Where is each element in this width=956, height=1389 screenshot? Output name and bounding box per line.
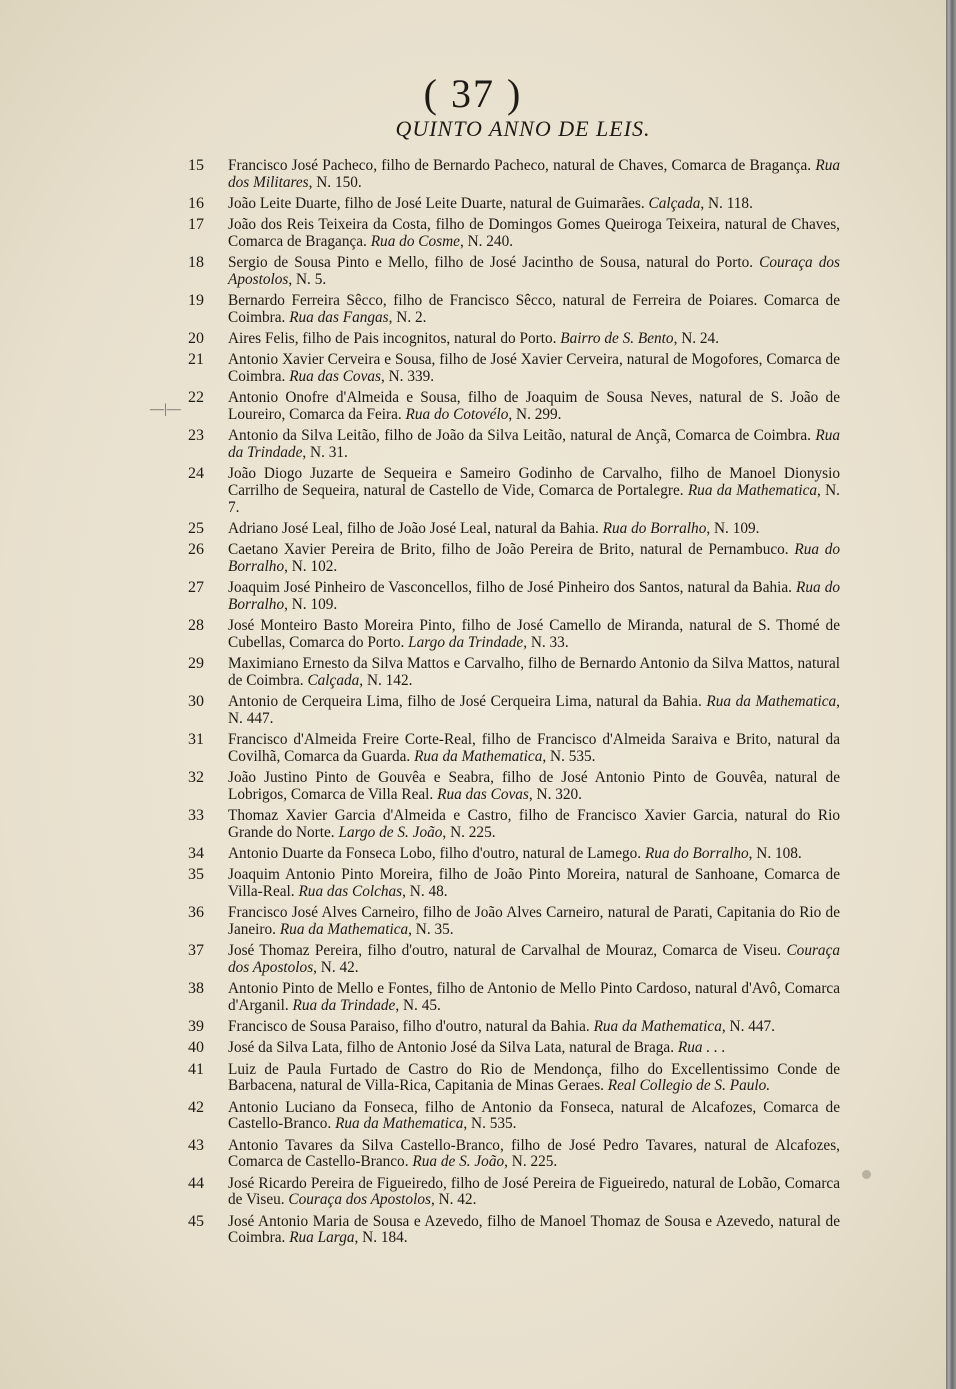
- entry-text: Antonio Xavier Cerveira e Sousa, filho de José Xavier Cerveira, natural de Mogofores, Comarca de Coimbra.: [228, 351, 840, 386]
- entry-text: Antonio Pinto de Mello e Fontes, filho de Antonio de Mello Pinto Cardoso, natural d'Avô, Comarca d'Arganil.: [228, 980, 840, 1015]
- entry-house-number: , N. 320.: [528, 785, 583, 803]
- entry-address: Couraça dos Apostolos: [288, 1191, 431, 1209]
- entry-house-number: , N. 447.: [721, 1018, 775, 1036]
- entry-house-number: , N. 184.: [354, 1229, 408, 1247]
- entry-text: Thomaz Xavier Garcia d'Almeida e Castro, filho de Francisco Xavier Garcia, natural do Rio Grande do Norte.: [228, 807, 840, 841]
- list-item: [188, 867, 840, 901]
- entry-text: Francisco de Sousa Paraiso, filho d'outro, natural da Bahia.: [228, 1018, 590, 1036]
- entry-number: 28: [188, 617, 204, 635]
- entry-text: Francisco d'Almeida Freire Corte-Real, filho de Francisco d'Almeida Saraiva e Brito, natural da Covilhã, Comarca da Guarda.: [228, 731, 840, 765]
- entry-house-number: , N. 24.: [673, 330, 720, 348]
- entry-text: José Monteiro Basto Moreira Pinto, filho de José Camello de Miranda, natural de S. Thomé de Cubellas, Comarca do Porto.: [228, 617, 840, 651]
- entry-number: 18: [188, 254, 204, 272]
- entry-house-number: , N. 447.: [228, 693, 840, 727]
- entry-address: Rua da Mathematica: [593, 1018, 722, 1036]
- entry-text: Antonio Tavares da Silva Castello-Branco, filho de José Pedro Tavares, natural de Alcafozes, Comarca de Castello-Branco.: [228, 1136, 840, 1171]
- entry-house-number: , N. 42.: [430, 1191, 477, 1209]
- entry-house-number: , N. 2.: [388, 308, 427, 326]
- entry-address: Rua da Mathematica: [279, 921, 409, 939]
- list-item: [188, 808, 840, 842]
- entry-address: Real Collegio de S. Paulo.: [607, 1077, 771, 1095]
- entry-address: Rua Larga: [289, 1229, 355, 1247]
- entry-number: 40: [188, 1039, 204, 1057]
- entry-number: 29: [188, 655, 204, 673]
- entry-address: Calçada: [648, 194, 701, 212]
- entry-text: Sergio de Sousa Pinto e Mello, filho de José Jacintho de Sousa, natural do Porto.: [228, 254, 754, 272]
- list-item: [188, 1176, 840, 1210]
- entry-text: Antonio Duarte da Fonseca Lobo, filho d'outro, natural de Lamego.: [228, 845, 642, 863]
- entry-number: 30: [188, 693, 204, 711]
- entry-text: João Leite Duarte, filho de José Leite Duarte, natural de Guimarães.: [228, 194, 645, 212]
- entry-number: 16: [188, 194, 204, 212]
- list-item: [188, 1214, 840, 1248]
- entry-number: 21: [188, 351, 204, 369]
- list-item: [188, 466, 840, 516]
- entry-address: Calçada: [307, 671, 360, 689]
- entry-house-number: , N. 33.: [523, 634, 569, 651]
- entry-text: José da Silva Lata, filho de Antonio José da Silva Lata, natural de Braga.: [228, 1039, 675, 1057]
- entry-number: 38: [188, 980, 204, 998]
- entry-text: Antonio Luciano da Fonseca, filho de Antonio da Fonseca, natural de Alcafozes, Comarca de Castello-Branco.: [228, 1098, 840, 1133]
- list-item: [188, 732, 840, 766]
- entry-text: Antonio da Silva Leitão, filho de João da Silva Leitão, natural de Ançã, Comarca de Coimbra.: [228, 427, 812, 445]
- entry-house-number: , N. 150.: [308, 173, 362, 191]
- entry-house-number: , N. 45.: [395, 997, 441, 1015]
- entry-house-number: , N. 535.: [542, 747, 596, 765]
- list-item: [188, 694, 840, 728]
- page-number: ( 37 ): [423, 71, 523, 116]
- entry-house-number: , N. 118.: [700, 194, 753, 212]
- section-title: QUINTO ANNO DE LEIS.: [395, 116, 651, 141]
- entry-house-number: , N. 109.: [706, 520, 760, 538]
- list-item: [188, 390, 840, 424]
- entry-number: 26: [188, 541, 204, 559]
- entry-address: Rua dos Militares: [228, 157, 841, 191]
- entry-text: José Ricardo Pereira de Figueiredo, filho de José Pereira de Figueiredo, natural de Lobão, Comarca de Viseu.: [228, 1174, 840, 1209]
- entry-number: 39: [188, 1018, 204, 1036]
- entry-number: 23: [188, 427, 204, 445]
- list-item: [188, 428, 840, 462]
- entry-house-number: , N. 225.: [442, 823, 496, 841]
- entry-house-number: , N. 102.: [284, 558, 338, 576]
- entry-number: 20: [188, 330, 204, 348]
- entry-address: Rua do Borralho: [602, 520, 707, 538]
- list-item: [188, 196, 840, 213]
- entry-text: Antonio Onofre d'Almeida e Sousa, filho de Joaquim de Sousa Neves, natural de S. João de Loureiro, Comarca da Feira.: [228, 389, 840, 424]
- entry-address: Largo da Trindade: [408, 634, 524, 651]
- entry-house-number: , N. 142.: [359, 671, 413, 689]
- entry-text: Adriano José Leal, filho de João José Leal, natural da Bahia.: [228, 520, 599, 538]
- entry-house-number: , N. 240.: [459, 232, 514, 250]
- list-item: [188, 618, 840, 652]
- list-item: [188, 217, 840, 251]
- list-item: [188, 542, 840, 576]
- list-item: [188, 1138, 840, 1172]
- entry-address: Rua da Mathematica: [706, 693, 837, 711]
- entry-number: 31: [188, 731, 204, 749]
- entry-address: Rua do Cosme: [370, 232, 460, 250]
- entry-text: Francisco José Alves Carneiro, filho de João Alves Carneiro, natural de Parati, Capitania do Rio de Janeiro.: [228, 904, 840, 939]
- entry-address: Rua do Cotovélo: [405, 406, 509, 424]
- entry-address: Rua . . .: [677, 1039, 726, 1057]
- list-item: [188, 521, 840, 538]
- entry-address: Rua da Mathematica: [687, 482, 818, 500]
- entry-text: Maximiano Ernesto da Silva Mattos e Carvalho, filho de Bernardo Antonio da Silva Mattos, natural de Coimbra.: [228, 655, 840, 689]
- entry-house-number: , N. 299.: [508, 406, 562, 424]
- entry-address: Bairro de S. Bento: [560, 330, 674, 348]
- entry-address: Largo de S. João: [338, 823, 443, 841]
- entry-text: Caetano Xavier Pereira de Brito, filho de João Pereira de Brito, natural de Pernambuco.: [228, 541, 789, 559]
- entry-number: 27: [188, 579, 204, 597]
- entry-house-number: , N. 339.: [380, 368, 435, 386]
- entry-house-number: , N. 535.: [463, 1115, 517, 1133]
- entry-text: João Diogo Juzarte de Sequeira e Sameiro Godinho de Carvalho, filho de Manoel Dionysio Carrilho de Sequeira, natural de Castello de Vide, Comarca de Portalegre.: [228, 465, 840, 500]
- entry-text: Aires Felis, filho de Pais incognitos, natural do Porto.: [228, 330, 557, 348]
- list-item: [188, 580, 840, 614]
- entry-house-number: , N. 42.: [313, 959, 359, 977]
- list-item: [188, 1062, 840, 1096]
- entry-text: João dos Reis Teixeira da Costa, filho de Domingos Gomes Queiroga Teixeira, natural de Chaves, Comarca de Bragança.: [228, 216, 840, 250]
- entry-number: 35: [188, 866, 204, 884]
- entry-address: Couraça dos Apostolos: [228, 254, 841, 288]
- entry-text: José Antonio Maria de Sousa e Azevedo, filho de Manoel Thomaz de Sousa e Azevedo, natural de Coimbra.: [228, 1212, 840, 1247]
- paper-stain: [862, 1170, 871, 1179]
- list-item: [188, 846, 840, 863]
- entry-list: [188, 158, 840, 1252]
- entry-text: Luiz de Paula Furtado de Castro do Rio de Mendonça, filho do Excellentissimo Conde de Barbacena, natural de Villa-Rica, Capitania de Minas Geraes.: [228, 1060, 840, 1095]
- entry-address: Rua das Covas: [437, 785, 529, 803]
- entry-number: 33: [188, 807, 204, 825]
- entry-address: Rua das Fangas: [289, 308, 389, 326]
- list-item: [188, 981, 840, 1015]
- entry-house-number: , N. 5.: [288, 270, 327, 288]
- entry-text: Bernardo Ferreira Sêcco, filho de Francisco Sêcco, natural de Ferreira de Poiares. Comarca de Coimbra.: [228, 292, 840, 326]
- entry-house-number: , N. 35.: [408, 921, 454, 939]
- entry-text: João Justino Pinto de Gouvêa e Seabra, filho de José Antonio Pinto de Gouvêa, natural de Lobrigos, Comarca de Villa Real.: [228, 769, 840, 803]
- entry-address: Rua do Borralho: [228, 541, 840, 576]
- entry-house-number: , N. 225.: [504, 1153, 558, 1171]
- entry-text: Antonio de Cerqueira Lima, filho de José Cerqueira Lima, natural da Bahia.: [228, 693, 702, 711]
- entry-number: 19: [188, 292, 204, 310]
- entry-house-number: , N. 108.: [748, 845, 802, 863]
- entry-address: Rua das Covas: [289, 368, 381, 386]
- entry-address: Rua de S. João: [412, 1153, 505, 1171]
- entry-address: Couraça dos Apostolos: [228, 942, 841, 977]
- entry-address: Rua da Trindade: [292, 997, 396, 1015]
- entry-number: 45: [188, 1212, 204, 1230]
- list-item: [188, 905, 840, 939]
- entry-number: 36: [188, 904, 204, 922]
- list-item: [188, 255, 840, 289]
- list-item: [188, 656, 840, 690]
- entry-number: 15: [188, 157, 204, 174]
- entry-house-number: , N. 7.: [228, 482, 840, 516]
- entry-number: 24: [188, 465, 204, 483]
- entry-number: 42: [188, 1098, 204, 1116]
- list-item: [188, 293, 840, 327]
- entry-number: 43: [188, 1136, 204, 1154]
- entry-house-number: , N. 109.: [284, 596, 338, 614]
- entry-text: Francisco José Pacheco, filho de Bernardo Pacheco, natural de Chaves, Comarca de Bragança.: [228, 157, 812, 174]
- entry-address: Rua da Mathematica: [335, 1115, 464, 1133]
- entry-number: 17: [188, 216, 204, 234]
- entry-number: 41: [188, 1060, 204, 1078]
- list-item: [188, 331, 840, 348]
- entry-number: 44: [188, 1174, 204, 1192]
- entry-house-number: , N. 31.: [302, 444, 348, 462]
- entry-text: Joaquim Antonio Pinto Moreira, filho de João Pinto Moreira, natural de Sanhoane, Comarca de Villa-Real.: [228, 866, 840, 901]
- margin-annotation: —|—: [150, 402, 181, 417]
- entry-address: Rua do Borralho: [644, 845, 749, 863]
- entry-address: Rua das Colchas: [298, 883, 403, 901]
- entry-address: Rua do Borralho: [228, 579, 840, 614]
- entry-number: 34: [188, 845, 204, 863]
- list-item: [188, 770, 840, 804]
- entry-number: 32: [188, 769, 204, 787]
- entry-address: Rua da Mathematica: [414, 747, 543, 765]
- list-item: [188, 352, 840, 386]
- entry-text: Joaquim José Pinheiro de Vasconcellos, filho de José Pinheiro dos Santos, natural da Bahia.: [228, 579, 792, 597]
- entry-number: 22: [188, 389, 204, 407]
- entry-number: 25: [188, 520, 204, 538]
- entry-number: 37: [188, 942, 204, 960]
- list-item: [188, 158, 840, 192]
- list-item: [188, 1019, 840, 1036]
- entry-address: Rua da Trindade: [228, 427, 840, 462]
- entry-house-number: , N. 48.: [402, 883, 448, 901]
- entry-text: José Thomaz Pereira, filho d'outro, natural de Carvalhal de Mouraz, Comarca de Viseu.: [228, 942, 782, 960]
- scan-edge: [946, 0, 956, 1389]
- list-item: [188, 1040, 840, 1057]
- list-item: [188, 943, 840, 977]
- list-item: [188, 1100, 840, 1134]
